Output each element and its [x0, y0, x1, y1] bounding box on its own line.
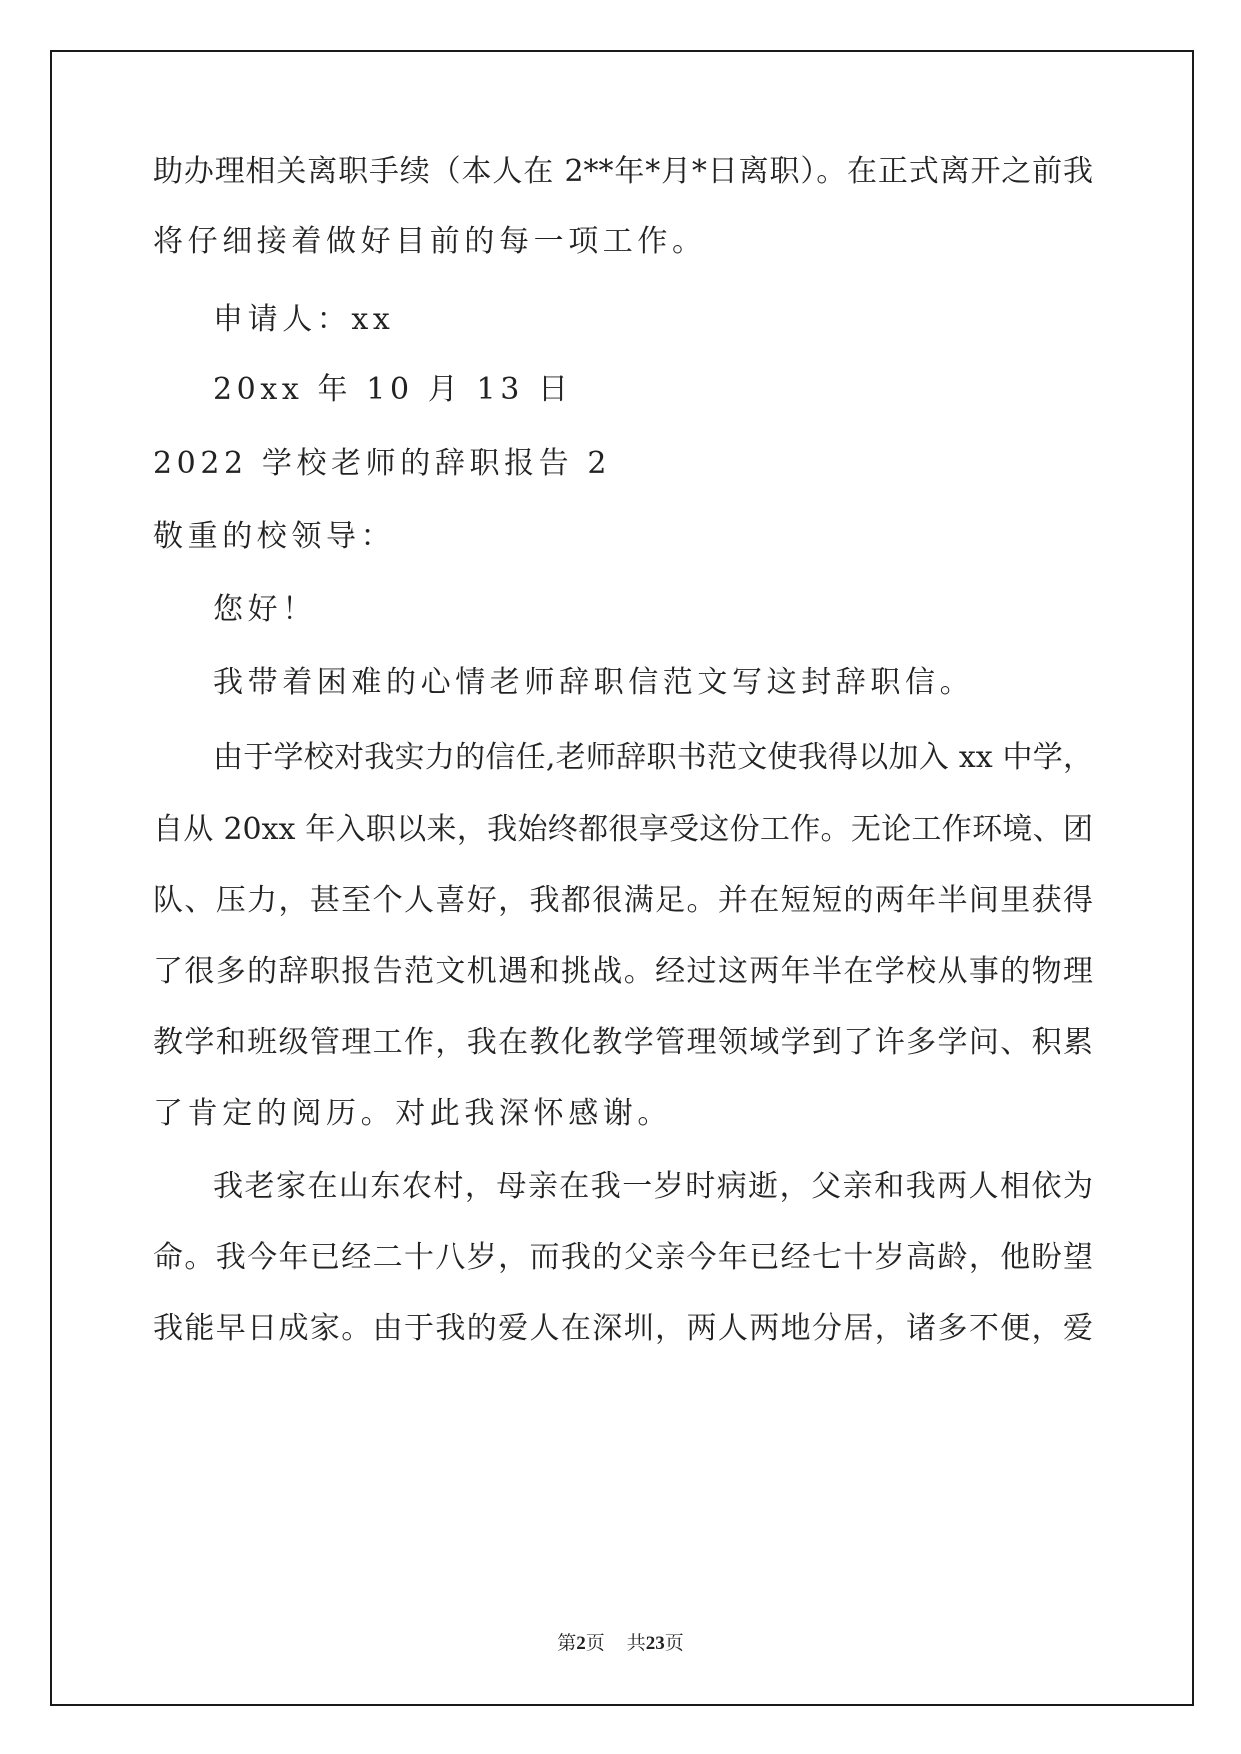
page-border [50, 50, 1194, 1706]
total-unit: 页 [664, 1633, 684, 1654]
text-line: 了很多的辞职报告范文机遇和挑战。经过这两年半在学校从事的物理 [153, 954, 1093, 989]
text-line: 由于学校对我实力的信任,老师辞职书范文使我得以加入 xx 中学， [213, 740, 1093, 775]
text-line: 自从 20xx 年入职以来，我始终都很享受这份工作。无论工作环境、团 [153, 812, 1093, 847]
total-prefix: 共 [626, 1633, 646, 1654]
section-heading: 2022 学校老师的辞职报告 2 [153, 446, 612, 481]
greeting: 您好！ [213, 592, 317, 627]
text-line: 命。我今年已经二十八岁，而我的父亲今年已经七十岁高龄，他盼望 [153, 1240, 1093, 1275]
text-line: 我老家在山东农村，母亲在我一岁时病逝，父亲和我两人相依为 [213, 1169, 1093, 1204]
text-line: 将仔细接着做好目前的每一项工作。 [153, 224, 707, 259]
text-line: 队、压力，甚至个人喜好，我都很满足。并在短短的两年半间里获得 [153, 883, 1093, 918]
text-line: 了肯定的阅历。对此我深怀感谢。 [153, 1096, 672, 1131]
page-footer [0, 1628, 1241, 1655]
text-line: 助办理相关离职手续（本人在 2**年*月*日离职）。在正式离开之前我 [153, 154, 1093, 189]
applicant-line: 申请人：xx [213, 302, 395, 337]
page-unit: 页 [585, 1633, 605, 1654]
text-line: 我带着困难的心情老师辞职信范文写这封辞职信。 [213, 665, 975, 700]
text-line: 我能早日成家。由于我的爱人在深圳，两人两地分居，诸多不便，爱 [153, 1311, 1093, 1346]
page-total: 23 [645, 1633, 665, 1654]
date-line: 20xx 年 10 月 13 日 [213, 372, 573, 407]
text-line: 教学和班级管理工作，我在教化教学管理领域学到了许多学问、积累 [153, 1025, 1093, 1060]
salutation: 敬重的校领导： [153, 519, 396, 554]
page-prefix: 第 [557, 1633, 577, 1654]
page-current: 2 [576, 1633, 586, 1654]
